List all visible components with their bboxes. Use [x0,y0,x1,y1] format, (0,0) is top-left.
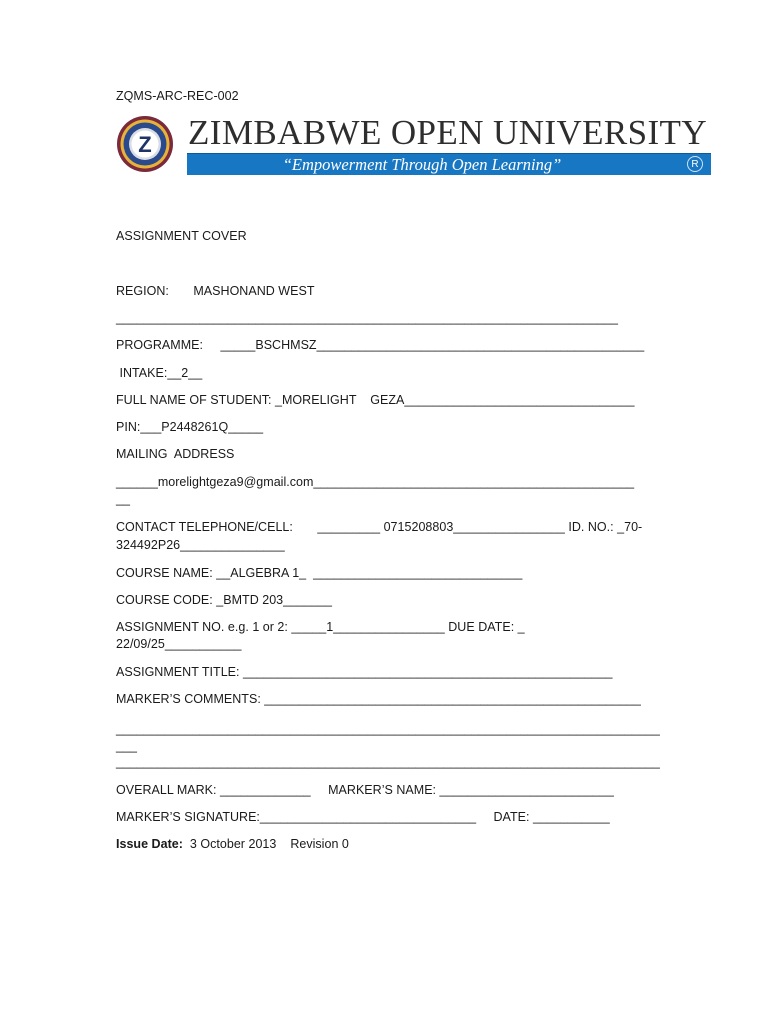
university-logo [115,114,711,174]
issue-date-label: Issue Date: [116,837,183,851]
markers-comments-line: MARKER’S COMMENTS: ______________________________________________________ [116,692,641,706]
emblem-letter: Z [138,132,152,157]
contact-line-1: CONTACT TELEPHONE/CELL: _________ 0715208803________________ ID. NO.: _70- [116,520,643,534]
motto-bar [187,153,711,175]
zou-emblem-icon [115,114,179,174]
registered-mark-icon: R [687,156,703,172]
mailing-address-value: ______morelightgeza9@gmail.com______________________________________________ [116,475,635,489]
assignment-no-line-2: 22/09/25___________ [116,637,242,651]
contact-line-2: 324492P26_______________ [116,538,285,552]
markers-signature-line: MARKER’S SIGNATURE:_______________________________ DATE: ___________ [116,810,610,824]
assignment-no-line-1: ASSIGNMENT NO. e.g. 1 or 2: _____1________________ DUE DATE: _ [116,620,525,634]
comment-line-1: ______________________________________________________________________________ [116,722,660,736]
separator-line: ________________________________________________________________________ [116,311,618,325]
issue-date-value: 3 October 2013 Revision 0 [182,837,349,851]
student-name-line: FULL NAME OF STUDENT: _MORELIGHT GEZA_________________________________ [116,393,635,407]
course-code-line: COURSE CODE: _BMTD 203_______ [116,593,332,607]
form-heading: ASSIGNMENT COVER [116,229,247,243]
programme-line: PROGRAMME: _____BSCHMSZ_______________________________________________ [116,338,645,352]
document-code: ZQMS-ARC-REC-002 [116,89,239,103]
assignment-title-line: ASSIGNMENT TITLE: _____________________________________________________ [116,665,613,679]
university-motto: “Empowerment Through Open Learning” [282,155,562,174]
mailing-address-label: MAILING ADDRESS [116,447,235,461]
comment-line-1-tail: ___ [116,739,137,753]
pin-line: PIN:___P2448261Q_____ [116,420,264,434]
university-name: ZIMBABWE OPEN UNIVERSITY [188,114,708,152]
region-line: REGION: MASHONAND WEST [116,284,315,298]
overall-mark-line: OVERALL MARK: _____________ MARKER’S NAME: _________________________ [116,783,614,797]
comment-line-2: ______________________________________________________________________________ [116,755,660,769]
course-name-line: COURSE NAME: __ALGEBRA 1_ ______________________________ [116,566,523,580]
mailing-address-tail: __ [116,492,130,506]
intake-line: INTAKE:__2__ [116,366,203,380]
issue-date-line [116,836,349,852]
